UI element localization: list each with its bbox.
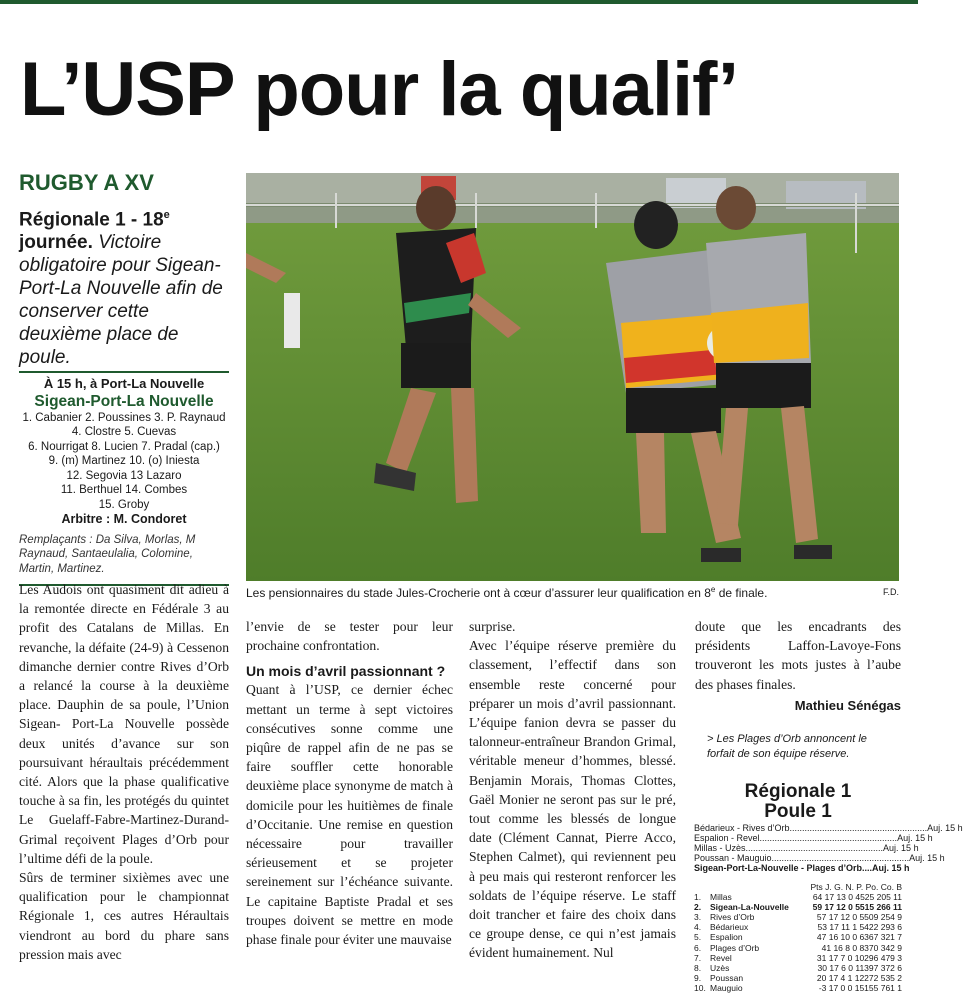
standings-row bbox=[694, 912, 902, 922]
team: Mauguio bbox=[710, 982, 743, 993]
rank: 4. bbox=[694, 922, 702, 933]
top-rule bbox=[0, 0, 918, 4]
caption-sup: e bbox=[710, 585, 716, 594]
fixture-row: Millas - Uzès ....................................................... Auj. 15 h bbox=[694, 843, 919, 853]
team: Revel bbox=[710, 952, 732, 963]
results-title bbox=[695, 782, 901, 822]
paragraph: Sûrs de terminer sixièmes avec une qualification pour le championnat Régionale 1, ces autres Héraultais viendront au bord du phare sans pression mais avec bbox=[19, 870, 229, 962]
photo-caption bbox=[246, 585, 899, 600]
section-kicker: RUGBY A XV bbox=[19, 170, 154, 195]
paragraph: l’envie de se tester pour leur prochaine confrontation. bbox=[246, 619, 453, 654]
lineup-line: 15. Groby bbox=[98, 498, 150, 511]
rank: 9. bbox=[694, 972, 702, 983]
team: Sigean-La-Nouvelle bbox=[710, 902, 789, 913]
standings-row bbox=[694, 973, 902, 983]
caption-text: Les pensionnaires du stade Jules-Crocherie ont à cœur d’assurer leur qualification en 8 bbox=[246, 586, 711, 600]
article-column-4 bbox=[695, 617, 901, 715]
article-column-2 bbox=[246, 617, 453, 949]
fixtures-list bbox=[694, 823, 963, 873]
results-title-line2: Poule 1 bbox=[764, 801, 832, 822]
fixture-time: Auj. 15 h bbox=[927, 823, 963, 833]
team: Espalion bbox=[710, 932, 743, 943]
substitutes: Remplaçants : Da Silva, Morlas, M Raynaud, Santaeulalia, Colomine, Martin, Martinez. bbox=[19, 533, 196, 575]
standings-row bbox=[694, 922, 902, 932]
rank: 10. bbox=[694, 982, 706, 993]
article-column-3 bbox=[469, 617, 676, 963]
fixture-match: Poussan - Mauguio bbox=[694, 853, 772, 863]
fixture-time: Auj. 15 h bbox=[883, 843, 919, 853]
paragraph: Les Audois ont quasiment dit adieu à la remontée directe en Fédérale 3 au profit des Catalans de Millas. En revanche, la défaite (24-9) à Cessenon dimanche dernier contre Rives d’Orb a relancé la course à la deuxième place. Dauphin de sa poule, l’Union Sigean- Port-La Nouvelle possède deux unités d’avance sur son poursuivant héraultais précédemment cité. Alors que la phase qualificative touche à sa fin, les protégés du quintet Le Guelaff-Fabre-Martinez-Durand-Grimal reçoivent Plages d’Orb pour l’ultime défi de la poule. bbox=[19, 582, 229, 866]
lineup-line: 1. Cabanier 2. Poussines 3. P. Raynaud bbox=[22, 411, 226, 424]
lineup bbox=[19, 411, 229, 513]
intro bbox=[19, 204, 229, 369]
fixture-row: Espalion - Revel ....................................................... Auj. 15 h bbox=[694, 833, 933, 843]
standings-row bbox=[694, 983, 902, 993]
fixture-row-highlight: Sigean-Port-La-Nouvelle - Plages d’Orb .... Auj. 15 h bbox=[694, 863, 910, 873]
paragraph: surprise. bbox=[469, 619, 516, 634]
paragraph: Quant à l’USP, ce dernier échec mettant un terme à sept victoires consécutives sonne comme une piqûre de rappel afin de ne pas se faire souffler cette honorable deuxième place synonyme de match à domicile pour les huitièmes de finale d’Occitanie. Une remise en question nécessaire pour travailler sérieusement et se projeter sereinement sur l’échéance suivante. Le capitaine Baptiste Pradal et ses troupes doivent se mettre en mode phase finale pour éviter une mauvaise bbox=[246, 682, 453, 948]
stats: 59 17 12 0 5515 266 11 bbox=[812, 902, 902, 913]
intro-sup: e bbox=[163, 209, 170, 221]
stats: 31 17 7 0 10296 479 3 bbox=[816, 952, 902, 963]
sidebar-divider bbox=[19, 371, 229, 373]
article-column-1 bbox=[19, 580, 229, 964]
standings-table bbox=[694, 882, 902, 993]
stats: 20 17 4 1 12272 535 2 bbox=[816, 972, 902, 983]
rank: 2. bbox=[694, 902, 702, 913]
fixture-time: Auj. 15 h bbox=[872, 863, 910, 873]
fixture-row: Bédarieux - Rives d’Orb ....................................................... Auj. 15 h bbox=[694, 823, 963, 833]
standings-header: Pts J. G. N. P. Po. Co. B bbox=[810, 882, 902, 892]
standings-row bbox=[694, 892, 902, 902]
intro-bold2: journée. bbox=[19, 232, 93, 254]
rank: 3. bbox=[694, 912, 702, 923]
stats: 47 16 10 0 6367 321 7 bbox=[816, 932, 902, 943]
lineup-line: 9. (m) Martinez 10. (o) Iniesta bbox=[48, 455, 200, 468]
author-byline: Mathieu Sénégas bbox=[794, 697, 901, 713]
team: Bédarieux bbox=[710, 922, 749, 933]
stats: 64 17 13 0 4525 205 11 bbox=[812, 892, 902, 903]
team: Poussan bbox=[710, 972, 744, 983]
headline: L’USP pour la qualif’ bbox=[20, 47, 738, 132]
stats: 30 17 6 0 11397 372 6 bbox=[817, 962, 902, 973]
stats: 57 17 12 0 5509 254 9 bbox=[816, 912, 902, 923]
standings-row bbox=[694, 932, 902, 942]
referee: Arbitre : M. Condoret bbox=[61, 512, 187, 527]
rank: 8. bbox=[694, 962, 702, 973]
lineup-line: 6. Nourrigat 8. Lucien 7. Pradal (cap.) bbox=[28, 440, 220, 453]
lineup-line: 11. Berthuel 14. Combes bbox=[60, 484, 188, 497]
team-name: Sigean-Port-La Nouvelle bbox=[34, 392, 214, 410]
photo-credit: F.D. bbox=[882, 587, 899, 597]
caption-text-end: de finale. bbox=[715, 586, 768, 600]
reserve-note: > Les Plages d’Orb annoncent le forfait de son équipe réserve. bbox=[707, 733, 867, 760]
stats: -3 17 0 0 15155 761 1 bbox=[818, 982, 902, 993]
fixture-match: Sigean-Port-La-Nouvelle - Plages d’Orb bbox=[694, 863, 863, 873]
fixture-row: Poussan - Mauguio ....................................................... Auj. 15 h bbox=[694, 853, 945, 863]
stats: 53 17 11 1 5422 293 6 bbox=[817, 922, 902, 933]
intro-italic: Victoire obligatoire pour Sigean-Port-La Nouvelle afin de conserver cette deuxième place de poule. bbox=[19, 232, 223, 369]
rank: 6. bbox=[694, 942, 702, 953]
stats: 41 16 8 0 8370 342 9 bbox=[821, 942, 902, 953]
rank: 5. bbox=[694, 932, 702, 943]
paragraph: doute que les encadrants des présidents Laffon-Lavoye-Fons trouveront les mots justes à l’aube des phases finales. bbox=[695, 619, 901, 692]
team: Millas bbox=[710, 892, 732, 903]
rank: 7. bbox=[694, 952, 702, 963]
team: Uzès bbox=[710, 962, 730, 973]
lineup-line: 12. Segovia 13 Lazaro bbox=[66, 469, 182, 482]
sidebar bbox=[19, 170, 229, 590]
team: Plages d’Orb bbox=[710, 942, 760, 953]
fixture-match: Millas - Uzès bbox=[694, 843, 746, 853]
standings-row bbox=[694, 953, 902, 963]
fixture-time: Auj. 15 h bbox=[897, 833, 933, 843]
match-time: À 15 h, à Port-La Nouvelle bbox=[43, 376, 205, 392]
standings-row bbox=[694, 943, 902, 953]
subheading: Un mois d’avril passionnant ? bbox=[246, 663, 446, 680]
rank: 1. bbox=[694, 892, 702, 903]
team: Rives d’Orb bbox=[710, 912, 755, 923]
lineup-line: 4. Clostre 5. Cuevas bbox=[71, 426, 177, 439]
standings-row-highlight bbox=[694, 902, 902, 912]
fixture-match: Bédarieux - Rives d’Orb bbox=[694, 823, 790, 833]
rugby-photo bbox=[246, 173, 899, 581]
paragraph: Avec l’équipe réserve première du classement, l’effectif dans son ensemble reste concerné pour préparer un mois d’avril passionnant. L’équipe fanion devra se passer du talonneur-entraîneur Brandon Grimal, véritable meneur d’hommes, blessé. Benjamin Morais, Thomas Clottes, Gaël Monier ne seront pas sur le pré, tout comme les blessés de longue date (Clément Cannat, Pierre Acco, Stephen Calmet), qui reviennent peu à peu mais qui resteront renforcer les soldats de l’équipe réserve. Le staff doit trancher et faire des choix dans ce groupe dense, ce qui n’est jamais évident humainement. Nul bbox=[469, 638, 676, 961]
results-title-line1: Régionale 1 bbox=[744, 781, 852, 802]
fixture-time: Auj. 15 h bbox=[909, 853, 945, 863]
fixture-match: Espalion - Revel bbox=[694, 833, 760, 843]
intro-bold: Régionale 1 - 18 bbox=[19, 209, 164, 231]
standings-row bbox=[694, 963, 902, 973]
